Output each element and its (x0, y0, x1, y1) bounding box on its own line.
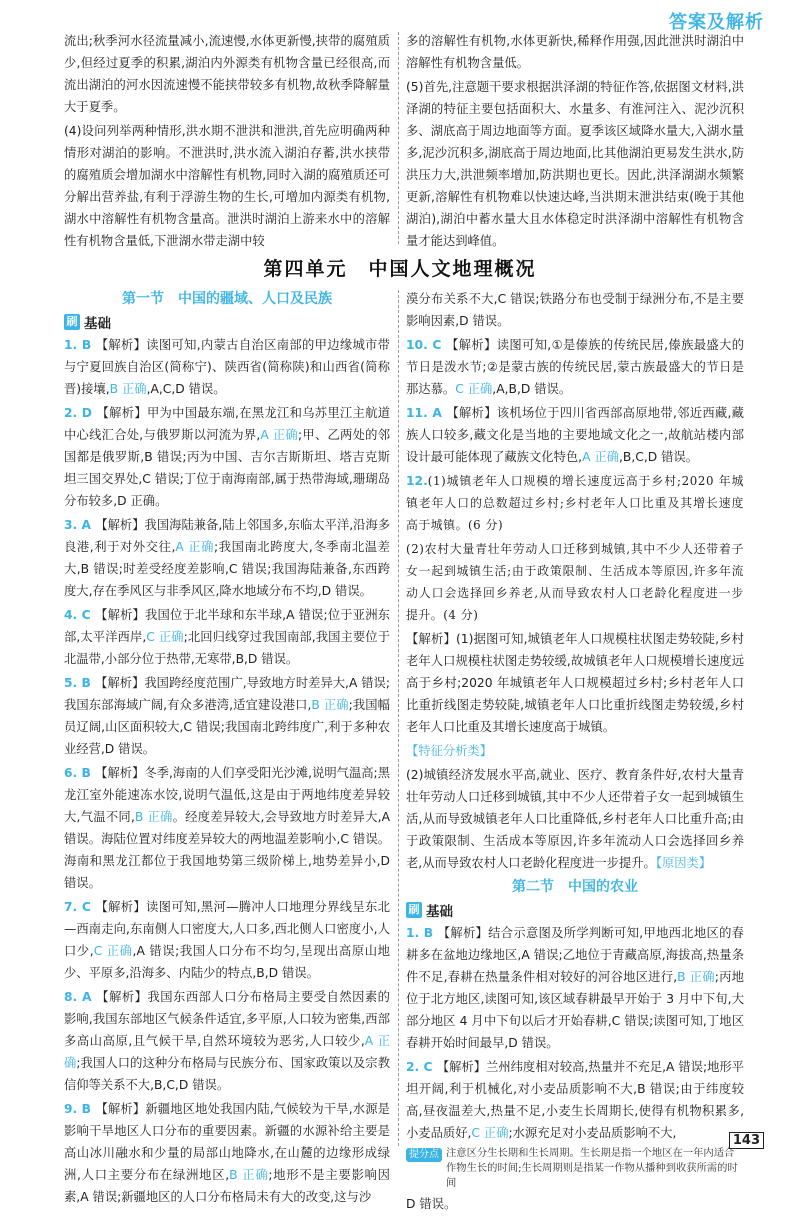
answer-list (64, 334, 390, 1208)
page-header: 答案及解析 (669, 12, 764, 33)
basic-badge: 刷 (64, 314, 80, 330)
section-title: 第一节 中国的疆域、人口及民族 (122, 291, 332, 307)
answer-item: 9. B 【解析】新疆地区地处我国内陆,气候较为干旱,水源是影响干旱地区人口分布的重要因素。新疆的水源补给主要是高山冰川融水和少量的局部山地降水,在山麓的边缘形成绿洲,人口主要分布在绿洲地区,B 正确;地形不是主要影响因素,A 错误;新疆地区的人口分布格局未有大的改变,这与沙 (64, 1102, 390, 1204)
page-number: 143 (729, 1132, 764, 1149)
answer-continuation: 漠分布关系不大,C 错误;铁路分布也受制于绿洲分布,不是主要影响因素,D 错误。 (406, 292, 744, 328)
unit-title: 第四单元 中国人文地理概况 (263, 258, 537, 280)
tag-reason: 【原因类】 (655, 856, 712, 870)
top-left-column (64, 30, 390, 254)
column-divider (398, 32, 399, 244)
answer-list (406, 334, 744, 468)
paragraph: (4)设问列举两种情形,洪水期不泄洪和泄洪,首先应明确两种情形对湖泊的影响。不泄洪时,洪水流入湖泊存蓄,洪水挟带的腐殖质会增加湖水中溶解性有机物,同时入湖的腐殖质还可分解出营养盐,有利于浮游生物的生长,可增加内源类有机物,湖水中溶解性有机物含量高。泄洪时湖泊上游来水中的溶解性有机物含量低,下泄湖水带走湖中较 (64, 124, 390, 248)
answer-item: 3. A 【解析】我国海陆兼备,陆上邻国多,东临太平洋,沿海多良港,利于对外交往,A 正确;我国南北跨度大,冬季南北温差大,B 错误;时差受经度差影响,C 错误;我国海陆兼备,东西跨度大,存在季风区与非季风区,降水地域分布不均,D 错误。 (64, 518, 390, 598)
answer-item: 11. A 【解析】该机场位于四川省西部高原地带,邻近西藏,藏族人口较多,藏文化是当地的主要地域文化之一,故航站楼内部设计最可能体现了藏族文化特色,A 正确,B,C,D 错误。 (406, 406, 744, 464)
section-title: 第二节 中国的农业 (512, 879, 638, 895)
left-column (64, 288, 390, 1210)
paragraph: 流出;秋季河水径流量减小,流速慢,水体更新慢,挟带的腐殖质少,但经过夏季的积累,湖泊内外源类有机物含量已经很高,而流出湖泊的河水因流速慢不能挟带较多有机物,故秋季降解量大于夏季。 (64, 34, 390, 114)
answer-12: 12.(1)城镇老年人口规模的增长速度远高于乡村;2020 年城镇老年人口的总数超过乡村;乡村老年人口比重及其增长速度高于城镇。(6 分) (2)农村大量青壮年劳动人口迁移到城镇,其中不少人还带着子女一起到城镇生活;由于政策限制、生活成本等原因,许多年流动人口会选择回乡养老,从而导致农村人口老龄化程度进一步提升。(4 分) 【解析】(1)据图可知,城镇老年人口规模柱状图走势较陡,乡村老年人口规模柱状图走势较缓,故城镇老年人口规模增长速度远高于乡村;2020 年城镇老年人口规模超过乡村;乡村老年人口比重折线图走势较陡,城镇老年人口比重折线图走势较缓,乡村老年人口比重及其增长速度高于城镇。 【特征分析类】 (2)城镇经济发展水平高,就业、医疗、教育条件好,农村大量青壮年劳动人口迁移到城镇,其中不少人还带着子女一起到城镇生活,从而导致城镇老年人口比重降低,乡村老年人口比重升高;由于政策限制、生活成本等原因,许多年流动人口会选择回乡养老,从而导致农村人口老龄化程度进一步提升。【原因类】 (406, 474, 744, 870)
answer-item: 6. B 【解析】冬季,海南的人们享受阳光沙滩,说明气温高;黑龙江室外能速冻水饺,说明气温低,这是由于两地纬度差异较大,气温不同,B 正确。经度差异较大,会导致地方时差异大,A 错误。海陆位置对纬度差异较大的两地温差影响小,C 错误。海南和黑龙江都位于我国地势第三级阶梯上,地势差异小,D 错误。 (64, 766, 390, 890)
tag-feature: 【特征分析类】 (406, 744, 493, 758)
basic-badge: 刷 (406, 902, 422, 918)
answer-item: 1. B 【解析】读图可知,内蒙古自治区南部的甲边缘城市带与宁夏回族自治区(简称宁)、陕西省(简称陕)和山西省(简称晋)接壤,B 正确,A,C,D 错误。 (64, 338, 390, 396)
answer-item: 10. C 【解析】读图可知,①是傣族的传统民居,傣族最盛大的节日是泼水节;②是蒙古族的传统民居,蒙古族最盛大的节日是那达慕。C 正确,A,B,D 错误。 (406, 338, 744, 396)
tip-text: 注意区分生长期和生长周期。生长期是指一个地区在一年内适合作物生长的时间;生长周期则是指某一作物从播种到收获所需的时间 (446, 1147, 738, 1189)
answer-end: D 错误。 (406, 1197, 457, 1211)
right-column (406, 288, 744, 1217)
answer-item: 1. B 【解析】结合示意图及所学判断可知,甲地西北地区的春耕多在盆地边缘地区,A 错误;乙地位于青藏高原,海拔高,热量条件不足,春耕在热量条件相对较好的河谷地区进行,B 正确;丙地位于北方地区,读图可知,该区域春耕最早开始于 3 月中下旬,大部分地区 4 月中下旬以后才开始春耕,C 错误;读图可知,丁地区春耕开始时间最早,D 错误。 (406, 926, 744, 1050)
answer-item: 2. C 【解析】兰州纬度相对较高,热量并不充足,A 错误;地形平坦开阔,利于机械化,对小麦品质影响不大,B 错误;由于纬度较高,昼夜温差大,热量不足,小麦生长周期长,使得有机物积累多,小麦品质好,C 正确;水源充足对小麦品质影响不大, (406, 1060, 744, 1140)
answer-item: 4. C 【解析】我国位于北半球和东半球,A 错误;位于亚洲东部,太平洋西岸,C 正确;北回归线穿过我国南部,我国主要位于北温带,小部分位于热带,无寒带,B,D 错误。 (64, 608, 390, 666)
top-right-column (406, 30, 744, 254)
tip-tag: 提分点 (406, 1148, 442, 1162)
answer-item: 8. A 【解析】我国东西部人口分布格局主要受自然因素的影响,我国东部地区气候条件适宜,多平原,人口较为密集,西部多高山高原,且气候干旱,自然环境较为恶劣,人口较少,A 正确;我国人口的这种分布格局与民族分布、国家政策以及宗教信仰等关系不大,B,C,D 错误。 (64, 990, 390, 1092)
column-divider (398, 290, 399, 1146)
tip-box (406, 1146, 744, 1191)
answer-item: 2. D 【解析】甲为中国最东端,在黑龙江和乌苏里江主航道中心线汇合处,与俄罗斯以河流为界,A 正确;甲、乙两处的邻国都是俄罗斯,B 错误;丙为中国、吉尔吉斯斯坦、塔吉克斯坦三国交界处,C 错误;丁位于南海南部,属于热带海域,珊瑚岛分布较多,D 正确。 (64, 406, 390, 508)
paragraph: 多的溶解性有机物,水体更新快,稀释作用强,因此泄洪时湖泊中溶解性有机物含量低。 (406, 34, 744, 70)
answer-item: 7. C 【解析】读图可知,黑河—腾冲人口地理分界线呈东北—西南走向,东南侧人口密度大,人口多,西北侧人口密度小,人口少,C 正确,A 错误;我国人口分布不均匀,呈现出高原山地少、平原多,沿海多、内陆少的特点,B,D 错误。 (64, 900, 390, 980)
answer-item: 5. B 【解析】我国跨经度范围广,导致地方时差异大,A 错误;我国东部海域广阔,有众多港湾,适宜建设港口,B 正确;我国幅员辽阔,山区面积较大,C 错误;我国南北跨纬度广,利于多种农业经营,D 错误。 (64, 676, 391, 756)
answer-list (406, 922, 744, 1144)
paragraph: (5)首先,注意题干要求根据洪泽湖的特征作答,依据图文材料,洪泽湖的特征主要包括面积大、水量多、有淮河注入、泥沙沉积多、湖底高于周边地面等方面。夏季该区域降水量大,入湖水量多,泥沙沉积多,湖底高于周边地面,比其他湖泊更易发生洪水,防洪压力大,洪泄频率增加,防洪期也更长。因此,洪泽湖湖水频繁更新,溶解性有机物难以快速达峰,当洪期末泄洪结束(晚于其他湖泊),湖泊中蓄水量大且水体稳定时洪泽湖中溶解性有机物含量才能达到峰值。 (406, 80, 744, 248)
basic-label: 刷 基础 (406, 900, 744, 920)
basic-label: 刷 基础 (64, 312, 390, 332)
